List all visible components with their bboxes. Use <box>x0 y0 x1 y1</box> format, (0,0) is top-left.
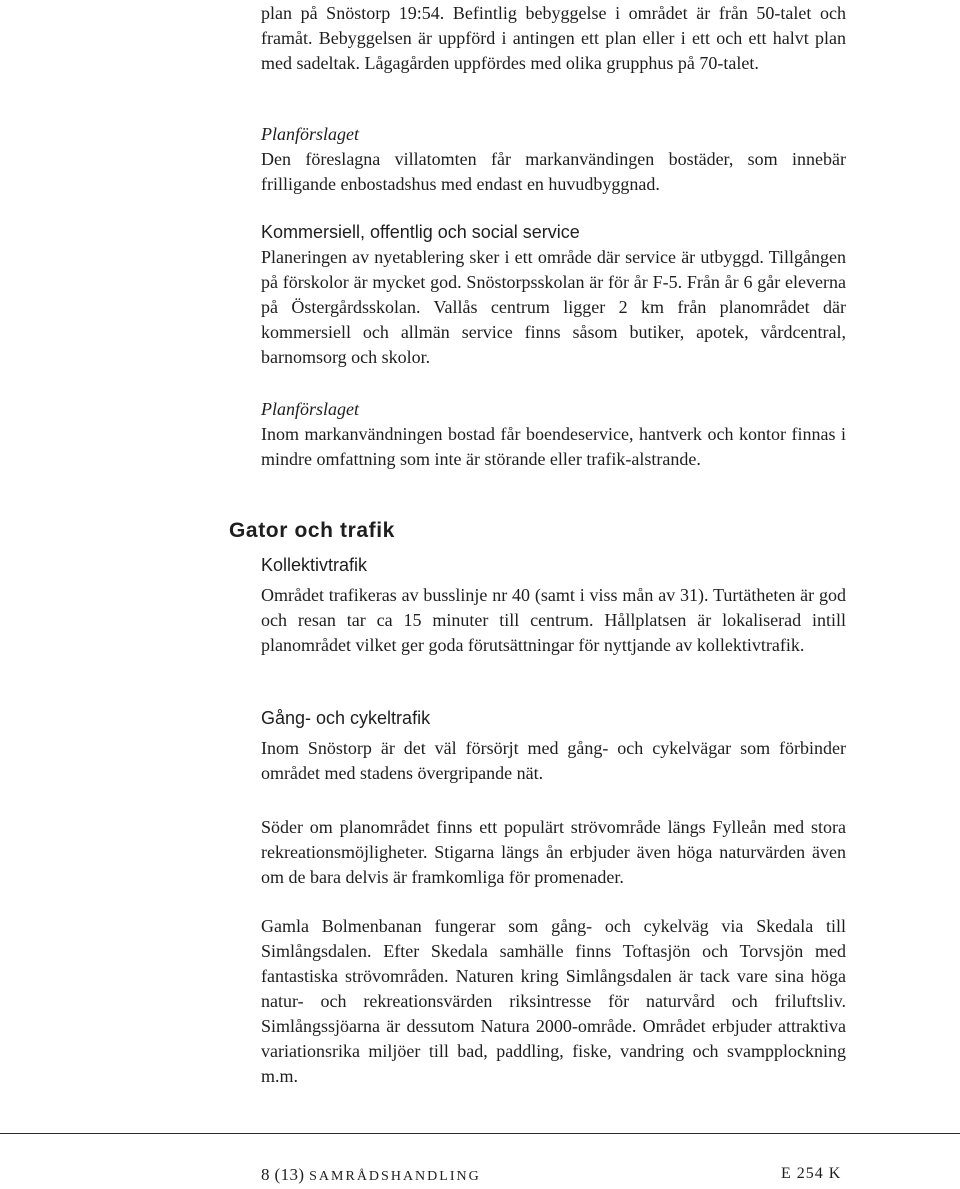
section-heading-gator: Gator och trafik <box>229 519 395 542</box>
gang-heading: Gång- och cykeltrafik <box>261 708 431 728</box>
gang-paragraph-1: Inom Snöstorp är det väl försörjt med gång- och cykelvägar som förbinder området med stadens övergripande nät. <box>261 738 846 783</box>
intro-paragraph: plan på Snöstorp 19:54. Befintlig bebyggelse i området är från 50-talet och framåt. Bebyggelsen är uppförd i antingen ett plan eller i ett och ett halvt plan med sadeltak. Lågagården uppfördes med olika grupphus på 70-talet. <box>261 3 846 73</box>
planforslag-section-2 <box>261 397 846 472</box>
footer-divider <box>0 1133 960 1134</box>
kollektiv-section <box>261 553 846 578</box>
gang-section <box>261 706 846 731</box>
service-heading: Kommersiell, offentlig och social service <box>261 222 580 242</box>
service-paragraph: Planeringen av nyetablering sker i ett område där service är utbyggd. Tillgången på förskolor är mycket god. Snöstorpsskolan är för år F-5. Från år 6 går eleverna på Östergårdsskolan. Vallås centrum ligger 2 km från planområdet där kommersiell och allmän service finns såsom butiker, apotek, vårdcentral, barnomsorg och skolor. <box>261 247 846 367</box>
service-section <box>261 220 846 370</box>
gang-paragraph-3: Gamla Bolmenbanan fungerar som gång- och cykelväg via Skedala till Simlångsdalen. Efter Skedala samhälle finns Toftasjön och Torvsjön med fantastiska strövområden. Naturen kring Simlångsdalen är tack vare sina höga natur- och rekreationsvärden riksintresse för naturvård och friluftsliv. Simlångssjöarna är dessutom Natura 2000-område. Området erbjuder attraktiva variationsrika miljöer till bad, paddling, fiske, vandring och svampplockning m.m. <box>261 916 846 1086</box>
gang-body-3 <box>261 914 846 1089</box>
kollektiv-body <box>261 583 846 658</box>
gang-body-1 <box>261 736 846 786</box>
planforslag-label: Planförslaget <box>261 399 359 419</box>
document-type: SAMRÅDSHANDLING <box>309 1169 481 1184</box>
intro-section <box>261 1 846 76</box>
page-number: 8 (13) <box>261 1165 305 1184</box>
planforslag-paragraph: Den föreslagna villatomten får markanvändingen bostäder, som innebär frilligande enbostadshus med endast en huvudbyggnad. <box>261 149 846 194</box>
document-reference: E 254 K <box>781 1165 842 1182</box>
kollektiv-heading: Kollektivtrafik <box>261 555 368 575</box>
gang-body-2 <box>261 815 846 890</box>
planforslag-section-1 <box>261 122 846 197</box>
planforslag-paragraph: Inom markanvändningen bostad får boendeservice, hantverk och kontor finnas i mindre omfattning som inte är störande eller trafik-alstrande. <box>261 424 846 469</box>
kollektiv-paragraph: Området trafikeras av busslinje nr 40 (samt i viss mån av 31). Turtätheten är god och resan tar ca 15 minuter till centrum. Hållplatsen är lokaliserad intill planområdet vilket ger goda förutsättningar för nyttjande av kollektivtrafik. <box>261 585 846 655</box>
footer-left <box>261 1165 481 1185</box>
planforslag-label: Planförslaget <box>261 124 359 144</box>
gang-paragraph-2: Söder om planområdet finns ett populärt strövområde längs Fylleån med stora rekreationsmöjligheter. Stigarna längs ån erbjuder även höga naturvärden även om de bara delvis är framkomliga för promenader. <box>261 817 846 887</box>
